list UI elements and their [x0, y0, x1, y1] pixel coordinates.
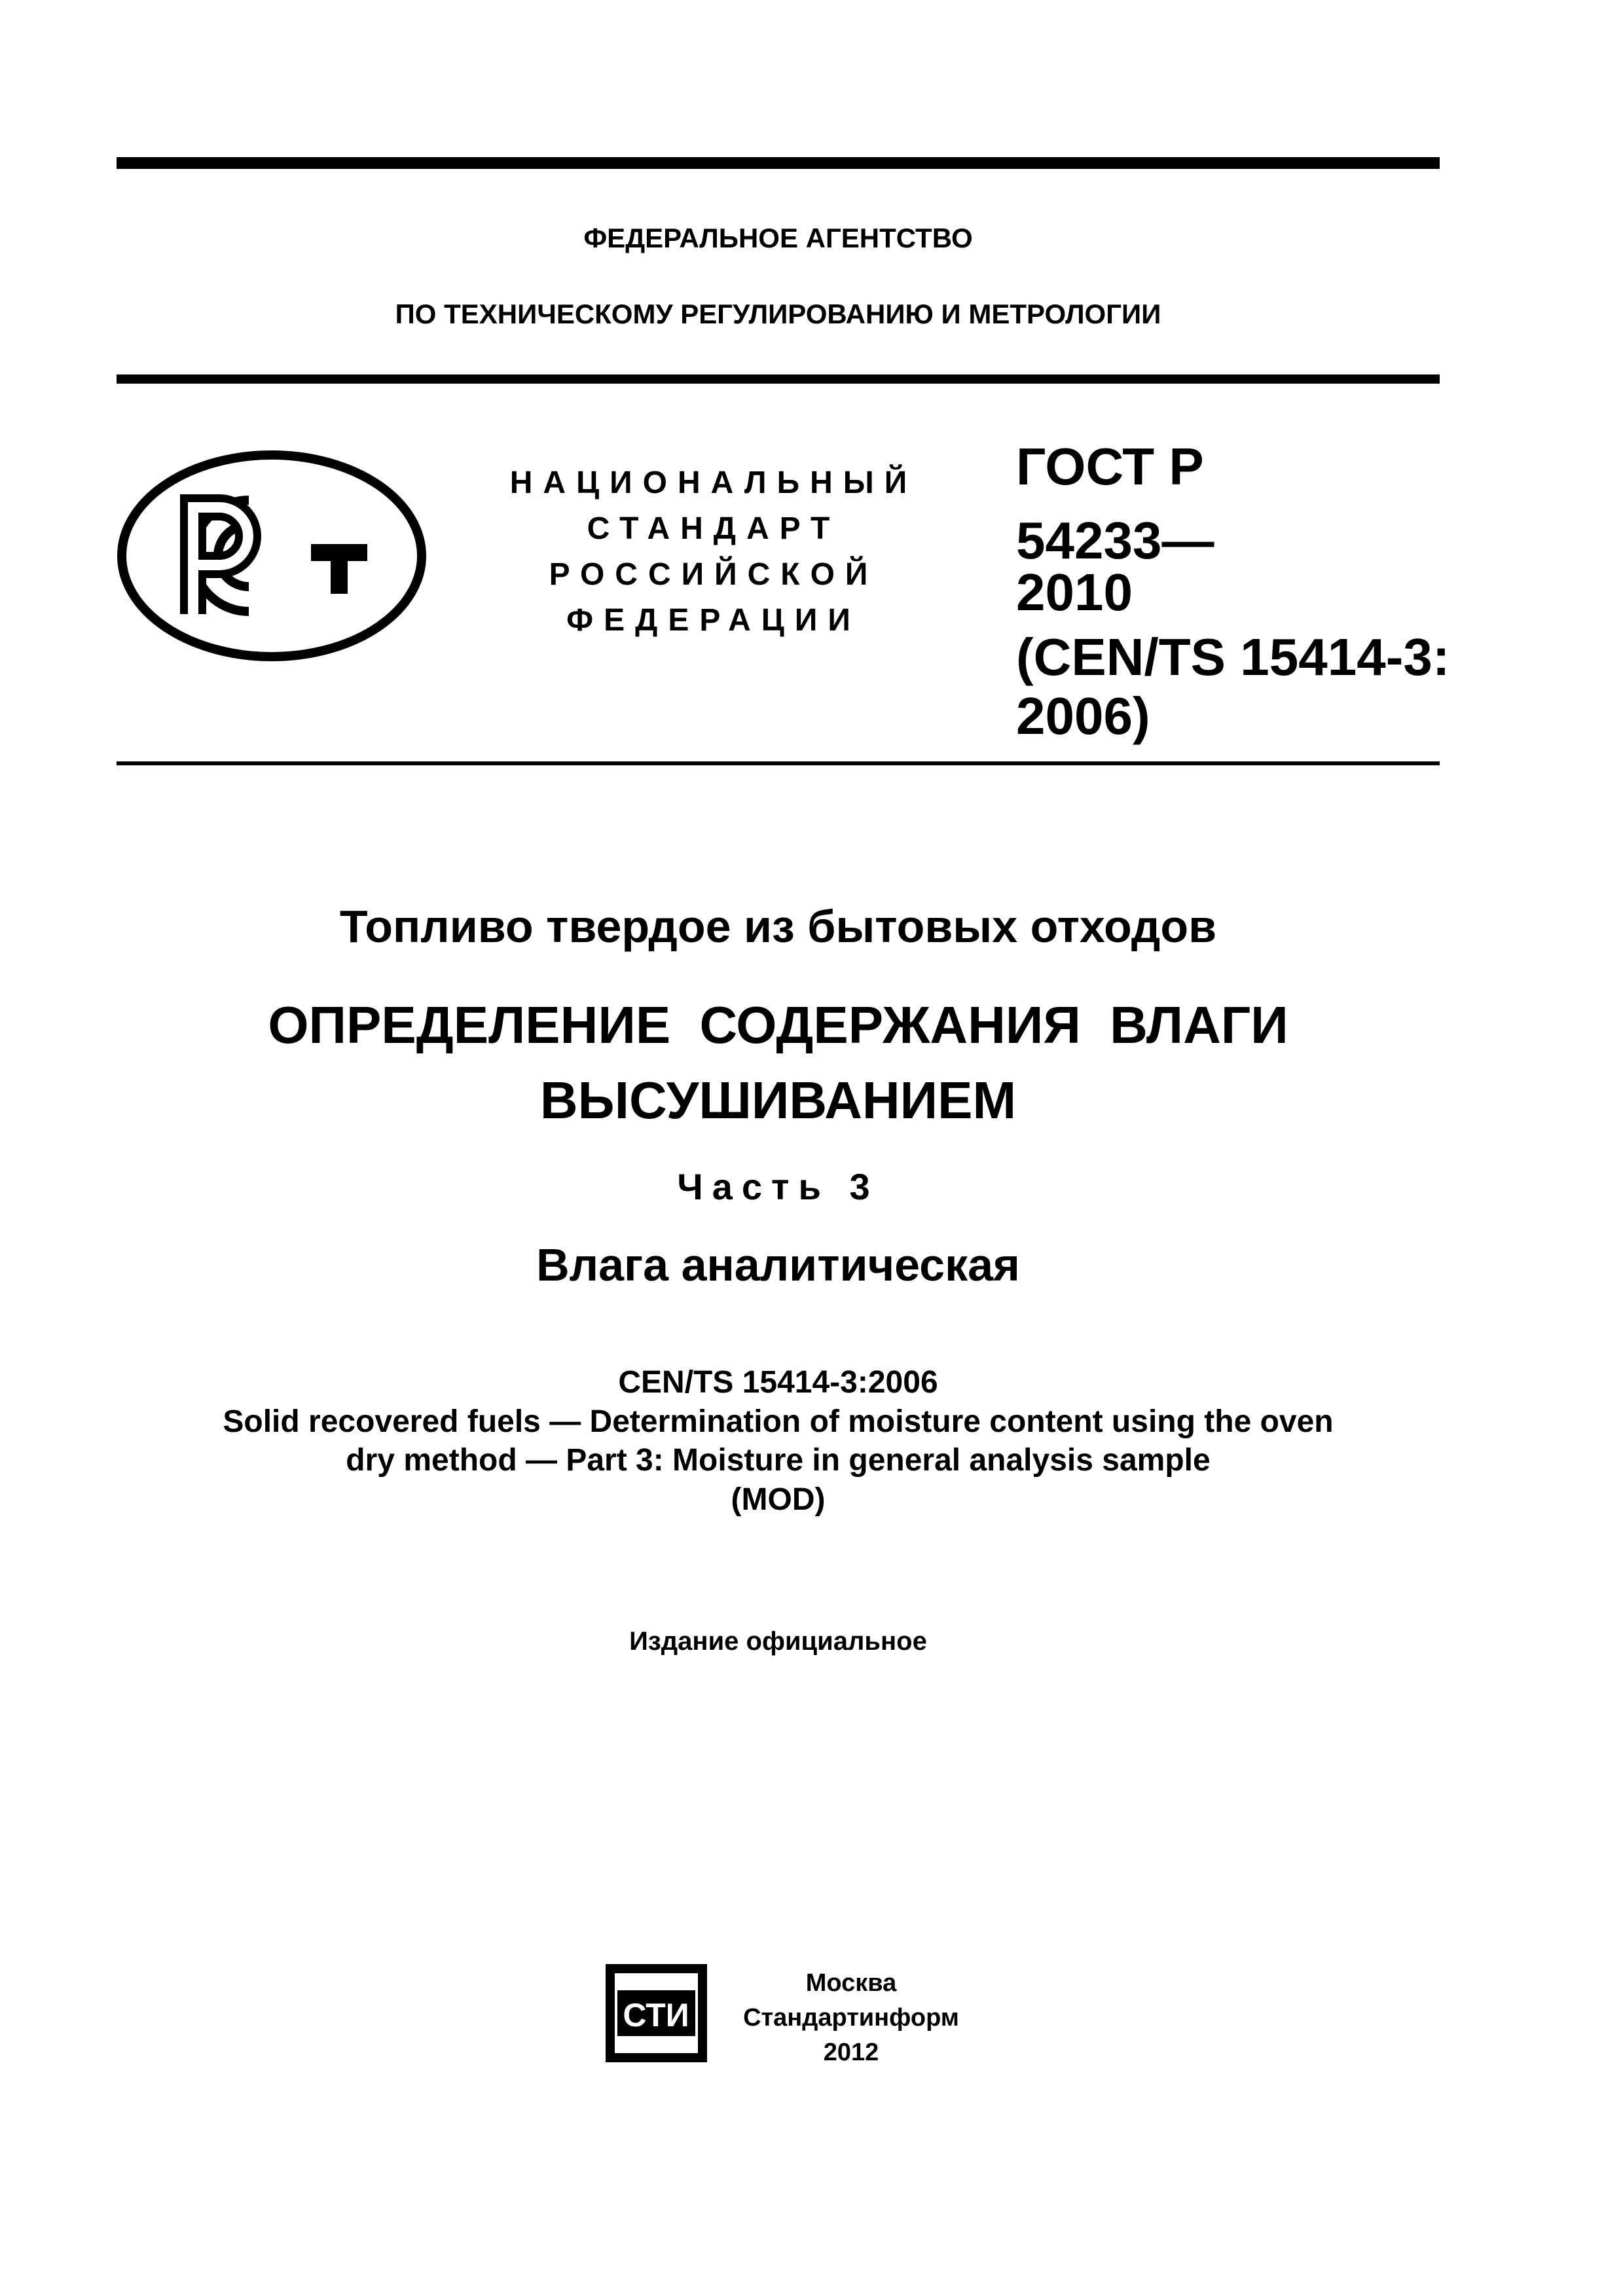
gost-designation-line-4: (CEN/TS 15414-3: — [1016, 628, 1450, 686]
agency-line-1: ФЕДЕРАЛЬНОЕ АГЕНТСТВО — [583, 223, 973, 253]
edition-note: Издание официальное — [629, 1627, 927, 1656]
part-number: Часть 3 — [677, 1166, 879, 1207]
national-standard-line-1: НАЦИОНАЛЬНЫЙ — [509, 465, 918, 500]
gost-designation-line-3: 2010 — [1016, 563, 1133, 621]
gost-designation-line-1: ГОСТ Р — [1016, 437, 1204, 496]
publication-year: 2012 — [823, 2039, 879, 2066]
english-reference-line-3: dry method — Part 3: Moisture in general analysis sample — [346, 1443, 1211, 1478]
standartinform-logo-text: СТИ — [623, 1997, 689, 2033]
designation-bottom-rule — [117, 761, 1440, 765]
document-title-line-2: ВЫСУШИВАНИЕМ — [539, 1071, 1017, 1129]
document-subtitle: Топливо твердое из бытовых отходов — [339, 901, 1217, 952]
rst-emblem-icon — [115, 447, 429, 665]
header-bottom-rule — [117, 374, 1440, 384]
english-reference-line-2: Solid recovered fuels — Determination of moisture content using the oven — [223, 1404, 1334, 1439]
national-standard-line-2: СТАНДАРТ — [587, 511, 841, 546]
top-rule — [117, 157, 1440, 169]
publisher-city: Москва — [805, 1969, 897, 1997]
standartinform-logo-icon — [606, 1964, 707, 2062]
agency-line-2: ПО ТЕХНИЧЕСКОМУ РЕГУЛИРОВАНИЮ И МЕТРОЛОГИИ — [395, 299, 1161, 329]
national-standard-line-4: ФЕДЕРАЦИИ — [566, 603, 861, 638]
document-title-line-1: ОПРЕДЕЛЕНИЕ СОДЕРЖАНИЯ ВЛАГИ — [268, 996, 1288, 1054]
english-reference-line-1: CEN/TS 15414-3:2006 — [618, 1365, 938, 1400]
publisher-name: Стандартинформ — [743, 2004, 959, 2032]
national-standard-line-3: РОССИЙСКОЙ — [549, 557, 879, 592]
english-reference-line-4: (MOD) — [731, 1482, 826, 1517]
part-name: Влага аналитическая — [536, 1239, 1020, 1290]
gost-designation-line-5: 2006) — [1016, 687, 1150, 745]
gost-designation-line-2: 54233— — [1016, 511, 1214, 570]
